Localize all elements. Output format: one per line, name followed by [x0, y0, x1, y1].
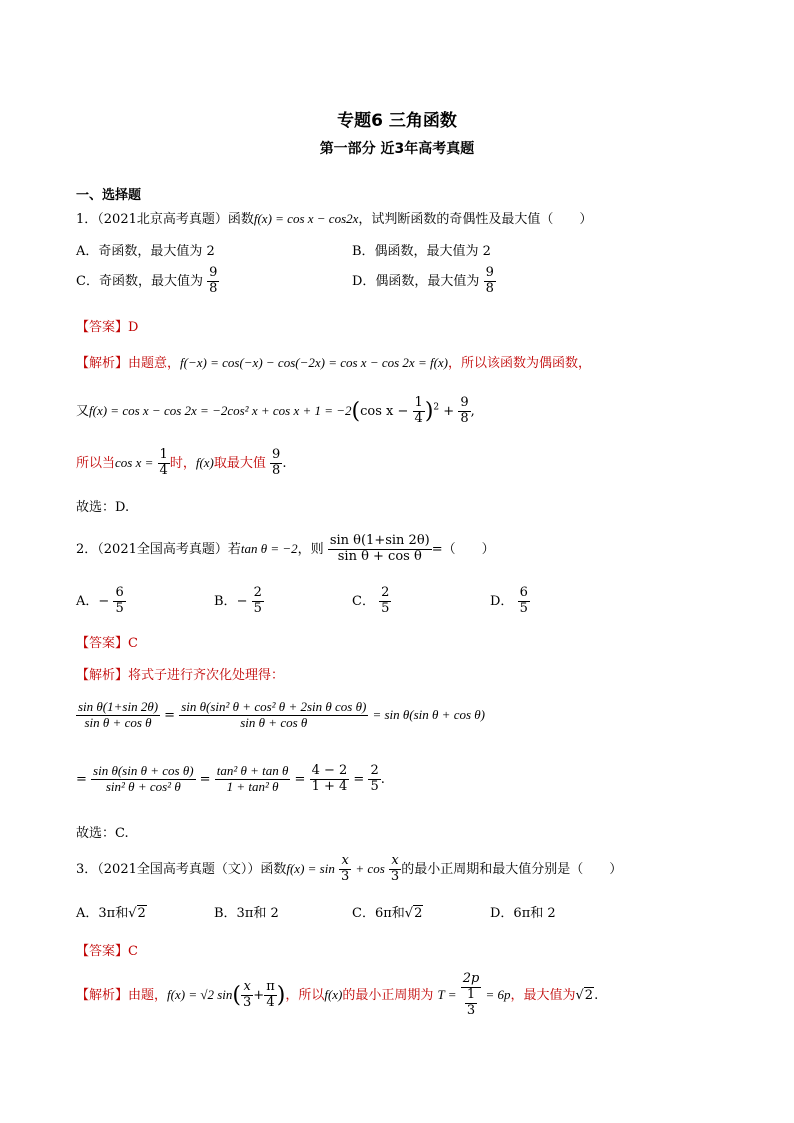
- fraction: $\frac{2}{5}$: [253, 585, 262, 616]
- q1-analysis-line1: 【解析】由题意，f(−x) = cos(−x) − cos(−2x) = cos x − cos 2x = f(x)，所以该函数为偶函数，: [76, 355, 592, 371]
- question-2-stem: 2．（2021全国高考真题）若tan θ = −2，则 $\frac{\text{sin θ(1+sin 2θ)}}{\text{sin θ + cos θ}}$ =（ ）: [76, 533, 495, 564]
- q1-option-d: D．偶函数，最大值为 $\frac{9}{8}$: [352, 265, 494, 296]
- fraction: $\frac{9}{8}$: [460, 395, 469, 426]
- q1-option-b: B．偶函数，最大值为 2: [352, 244, 491, 259]
- fraction: $\frac{x}{3}$: [243, 978, 252, 1010]
- q2-answer: 【答案】C: [76, 636, 138, 651]
- question-3-stem: 3．（2021全国高考真题（文））函数f(x) = sin $\frac{x}{3}$ + cos $\frac{x}{3}$ 的最小正周期和最大值分别是（ ）: [76, 853, 623, 884]
- page-subtitle: 第一部分 近3年高考真题: [319, 141, 475, 157]
- q2-option-d: D． $\frac{6}{5}$: [490, 585, 528, 616]
- fraction: $\frac{x}{3}$: [390, 853, 400, 884]
- q2-equation-2: = $\frac{\text{sin θ(sin θ + cos θ)}}{\text{sin² θ + cos² θ}}$ = $\frac{\text{tan² θ + tan θ}}{\text{1 + tan² θ}}$ = $\frac{4 - 2}{1 + 4}$ = $\frac{2}{5}$ .: [76, 763, 385, 794]
- q2-option-b: B．− $\frac{2}{5}$: [214, 585, 262, 616]
- q1-option-c: C．奇函数，最大值为 $\frac{9}{8}$: [76, 265, 218, 296]
- fraction: $\frac{\text{sin θ(1+sin 2θ)}}{\text{sin θ + cos θ}}$: [329, 533, 430, 564]
- fraction: $\frac{2}{5}$: [370, 763, 379, 794]
- q1-analysis-line3: 所以当cos x = $\frac{1}{4}$ 时，f(x)取最大值 $\frac{9}{8}$ .: [76, 447, 287, 478]
- q2-option-c: C． $\frac{2}{5}$: [352, 585, 390, 616]
- question-1-stem: 1．（2021北京高考真题）函数f(x) = cos x − cos2x，试判断函数的奇偶性及最大值（ ）: [76, 211, 593, 227]
- section-heading: 一、选择题: [76, 188, 142, 203]
- q1-answer: 【答案】D: [76, 320, 139, 335]
- fraction: $\frac{6}{5}$: [115, 585, 124, 616]
- q1-analysis-line2: 又f(x) = cos x − cos 2x = −2cos² x + cos x + 1 = −2(cos x − $\frac{1}{4}$ )$^2$ + $\frac{9}{8}$ ,: [76, 395, 475, 426]
- fraction: $\frac{\text{sin θ(1+sin 2θ)}}{\text{sin θ + cos θ}}$: [78, 699, 159, 730]
- q3-option-d: D．6π和 2: [490, 906, 556, 921]
- fraction: $\frac{\text{tan² θ + tan θ}}{\text{1 + tan² θ}}$: [216, 763, 289, 794]
- fraction: $\frac{\text{sin θ(sin² θ + cos² θ + 2sin θ cos θ)}}{\text{sin θ + cos θ}}$: [181, 699, 367, 730]
- fraction: $\frac{9}{8}$: [485, 265, 494, 296]
- fraction: $\frac{9}{8}$: [209, 265, 218, 296]
- fraction: $\frac{2p}{\frac{1}{3}}$: [462, 971, 480, 1018]
- q3-option-c: C．6π和√2: [352, 906, 423, 921]
- q1-conclusion: 故选：D.: [76, 500, 130, 515]
- fraction: $\frac{\pi}{4}$: [266, 978, 275, 1010]
- q1-option-a: A．奇函数，最大值为 2: [76, 244, 215, 259]
- fraction: $\frac{2}{5}$: [381, 585, 390, 616]
- q3-answer: 【答案】C: [76, 944, 138, 959]
- q3-option-a: A．3π和√2: [76, 906, 146, 921]
- q2-option-a: A．− $\frac{6}{5}$: [76, 585, 124, 616]
- q2-conclusion: 故选：C.: [76, 826, 129, 841]
- fraction: $\frac{1}{4}$: [159, 447, 168, 478]
- fraction: $\frac{\text{sin θ(sin θ + cos θ)}}{\text{sin² θ + cos² θ}}$: [93, 763, 194, 794]
- q2-analysis: 【解析】将式子进行齐次化处理得：: [76, 668, 285, 683]
- q3-option-b: B．3π和 2: [214, 906, 279, 921]
- q3-analysis: 【解析】由题，f(x) = √2 sin( $\frac{x}{3}$ + $\frac{\pi}{4}$ )，所以f(x)的最小正周期为 T = $\frac{2p}{\frac{1}{3}}$ = 6p，最大值为√2.: [76, 971, 599, 1018]
- fraction: $\frac{6}{5}$: [519, 585, 528, 616]
- fraction: $\frac{4 - 2}{1 + 4}$: [311, 763, 348, 794]
- page-title: 专题6 三角函数: [337, 111, 457, 131]
- q2-equation-1: $\frac{\text{sin θ(1+sin 2θ)}}{\text{sin θ + cos θ}}$ = $\frac{\text{sin θ(sin² θ + cos² θ + 2sin θ cos θ)}}{\text{sin θ + cos θ}}$ = sin θ(sin θ + cos θ): [78, 699, 485, 730]
- fraction: $\frac{9}{8}$: [272, 447, 281, 478]
- fraction: $\frac{1}{4}$: [414, 395, 423, 426]
- fraction: $\frac{x}{3}$: [340, 853, 350, 884]
